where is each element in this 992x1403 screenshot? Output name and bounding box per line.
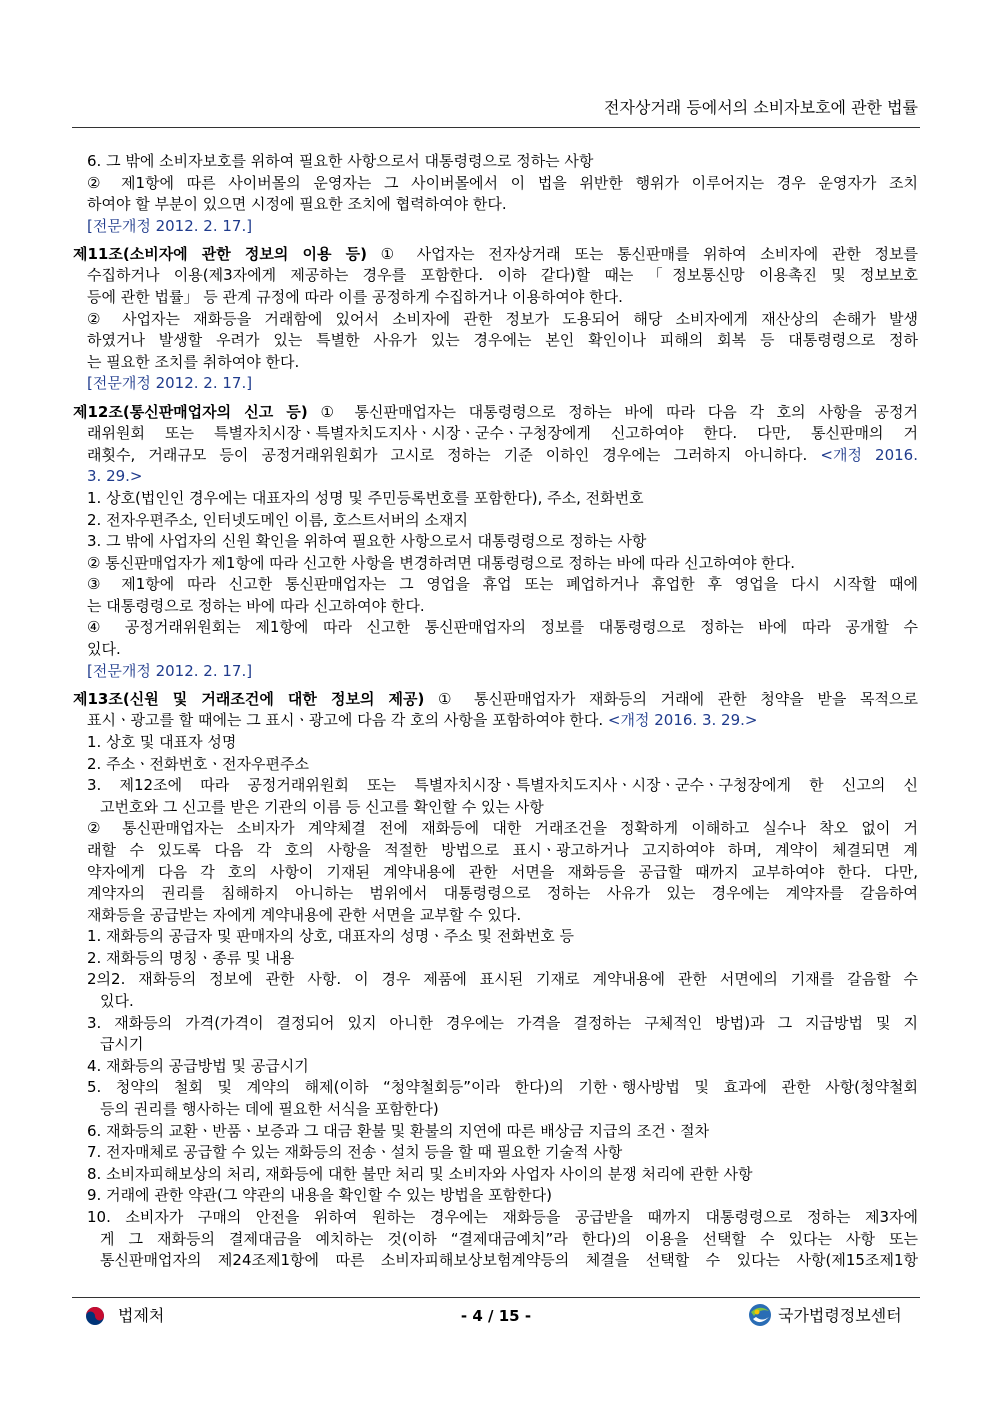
text-line: 있다. bbox=[100, 992, 134, 1011]
text-line: 등의 권리를 행사하는 데에 필요한 서식을 포함한다) bbox=[100, 1100, 439, 1119]
text-line: 있다. bbox=[87, 640, 121, 659]
text-line: 등에 관한 법률」 등 관계 규정에 따라 이를 공정하게 수집하거나 이용하여야 한다. bbox=[87, 288, 623, 307]
header-rule bbox=[72, 127, 920, 128]
text-line: 수집하거나 이용(제3자에게 제공하는 경우를 포함한다. 이하 같다)할 때는 「정보통신망 이용촉진 및 정보보호 bbox=[87, 266, 918, 285]
text-line: 7. 전자매체로 공급할 수 있는 재화등의 전송ㆍ설치 등을 할 때 필요한 기술적 사항 bbox=[87, 1143, 623, 1162]
law-center-logo-icon bbox=[748, 1303, 772, 1327]
amendment-note: [전문개정 2012. 2. 17.] bbox=[87, 374, 253, 393]
line-text: 표시ㆍ광고를 할 때에는 그 표시ㆍ광고에 다음 각 호의 사항을 포함하여야 한다. bbox=[87, 711, 604, 730]
footer-rule bbox=[72, 1297, 920, 1298]
text-line: ② 통신판매업자는 소비자가 계약체결 전에 재화등에 대한 거래조건을 정확하게 이해하고 실수나 착오 없이 거 bbox=[87, 819, 918, 838]
text-line bbox=[73, 689, 918, 711]
text-line bbox=[73, 402, 918, 424]
text-line: ③ 제1항에 따라 신고한 통신판매업자는 그 영업을 휴업 또는 폐업하거나 휴업한 후 영업을 다시 시작할 때에 bbox=[87, 575, 918, 594]
text-line bbox=[87, 710, 918, 732]
amendment-note: 3. 29.> bbox=[87, 467, 143, 486]
text-line: 3. 재화등의 가격(가격이 결정되어 있지 아니한 경우에는 가격을 결정하는 구체적인 방법)과 그 지급방법 및 지 bbox=[87, 1013, 918, 1032]
text-line: 1. 상호 및 대표자 성명 bbox=[87, 732, 237, 751]
text-line: 3. 제12조에 따라 공정거래위원회 또는 특별자치시장ㆍ특별자치도지사ㆍ시장ㆍ군수ㆍ구청장에게 한 신고의 신 bbox=[87, 776, 918, 795]
text-line: 10. 소비자가 구매의 안전을 위하여 원하는 경우에는 재화등을 공급받을 때까지 대통령령으로 정하는 제3자에 bbox=[87, 1208, 918, 1226]
footer-center-name: 국가법령정보센터 bbox=[778, 1306, 902, 1325]
amendment-note: [전문개정 2012. 2. 17.] bbox=[87, 216, 253, 235]
text-line: 2의2. 재화등의 정보에 관한 사항. 이 경우 제품에 표시된 기재로 계약내용에 관한 서면에의 기재를 갈음할 수 bbox=[87, 970, 918, 989]
document-body bbox=[0, 151, 992, 1272]
text-line: 계약자의 권리를 침해하지 아니하는 범위에서 대통령령으로 정하는 사유가 있는 경우에는 계약자를 갈음하여 bbox=[87, 884, 918, 903]
text-line: 는 필요한 조치를 취하여야 한다. bbox=[87, 352, 300, 371]
text-line: ④ 공정거래위원회는 제1항에 따라 신고한 통신판매업자의 정보를 대통령령으로 정하는 바에 따라 공개할 수 bbox=[87, 618, 918, 637]
amendment-note: [전문개정 2012. 2. 17.] bbox=[87, 661, 253, 680]
text-line: 1. 재화등의 공급자 및 판매자의 상호, 대표자의 성명ㆍ주소 및 전화번호 등 bbox=[87, 927, 574, 946]
text-line: 6. 재화등의 교환ㆍ반품ㆍ보증과 그 대금 환불 및 환불의 지연에 따른 배상금 지급의 조건ㆍ절차 bbox=[87, 1121, 710, 1140]
text-line: 하였거나 발생할 우려가 있는 특별한 사유가 있는 경우에는 본인 확인이나 피해의 회복 등 대통령령으로 정하 bbox=[87, 331, 918, 350]
text-line: ② 통신판매업자가 제1항에 따라 신고한 사항을 변경하려면 대통령령으로 정하는 바에 따라 신고하여야 한다. bbox=[87, 553, 796, 572]
text-line: 재화등을 공급받는 자에게 계약내용에 관한 서면을 교부할 수 있다. bbox=[87, 905, 522, 924]
text-line: 래위원회 또는 특별자치시장ㆍ특별자치도지사ㆍ시장ㆍ군수ㆍ구청장에게 신고하여야 한다. 다만, 통신판매의 거 bbox=[87, 424, 918, 443]
text-line: 고번호와 그 신고를 받은 기관의 이름 등 신고를 확인할 수 있는 사항 bbox=[100, 797, 544, 816]
page-number: - 4 / 15 - bbox=[460, 1307, 532, 1325]
text-line: 5. 청약의 철회 및 계약의 해제(이하 “청약철회등”이라 한다)의 기한ㆍ행사방법 및 효과에 관한 사항(청약철회 bbox=[87, 1078, 918, 1097]
text-line: 통신판매업자의 제24조제1항에 따른 소비자피해보상보험계약등의 체결을 선택할 수 있다는 사항(제15조제1항 bbox=[100, 1251, 918, 1270]
text-line: 6. 그 밖에 소비자보호를 위하여 필요한 사항으로서 대통령령으로 정하는 사항 bbox=[87, 152, 594, 170]
text-line: 하여야 할 부분이 있으면 시정에 필요한 조치에 협력하여야 한다. bbox=[87, 195, 507, 214]
text-line bbox=[73, 244, 918, 266]
text-line: 2. 재화등의 명칭ㆍ종류 및 내용 bbox=[87, 948, 295, 967]
article-heading: 제13조(신원 및 거래조건에 대한 정보의 제공) bbox=[73, 689, 425, 708]
text-line: 래할 수 있도록 다음 각 호의 사항을 적절한 방법으로 표시ㆍ광고하거나 고지하여야 하며, 계약이 체결되면 계 bbox=[87, 840, 918, 859]
text-line: 3. 그 밖에 사업자의 신원 확인을 위하여 필요한 사항으로서 대통령령으로 정하는 사항 bbox=[87, 532, 647, 551]
article-text: ① 통신판매업자는 대통령령으로 정하는 바에 따라 다음 각 호의 사항을 공정거 bbox=[320, 402, 918, 421]
amendment-note: <개정 2016. bbox=[820, 445, 918, 464]
text-line: ② 제1항에 따른 사이버몰의 운영자는 그 사이버몰에서 이 법을 위반한 행위가 이루어지는 경우 운영자가 조치 bbox=[87, 173, 918, 192]
article-text: ① 사업자는 전자상거래 또는 통신판매를 위하여 소비자에 관한 정보를 bbox=[380, 244, 918, 263]
text-line: ② 사업자는 재화등을 거래함에 있어서 소비자에 관한 정보가 도용되어 해당 소비자에게 재산상의 손해가 발생 bbox=[87, 309, 918, 328]
text-line: 약자에게 다음 각 호의 사항이 기재된 계약내용에 관한 서면을 재화등을 공급할 때까지 교부하여야 한다. 다만, bbox=[87, 862, 918, 881]
article-heading: 제12조(통신판매업자의 신고 등) bbox=[73, 402, 308, 421]
text-line: 2. 주소ㆍ전화번호ㆍ전자우편주소 bbox=[87, 754, 309, 773]
text-line: 게 그 재화등의 결제대금을 예치하는 것(이하 “결제대금예치”라 한다)의 이용을 선택할 수 있다는 사항 또는 bbox=[100, 1229, 918, 1248]
text-line: 2. 전자우편주소, 인터넷도메인 이름, 호스트서버의 소재지 bbox=[87, 510, 468, 529]
text-line: 8. 소비자피해보상의 처리, 재화등에 대한 불만 처리 및 소비자와 사업자 사이의 분쟁 처리에 관한 사항 bbox=[87, 1164, 753, 1183]
text-line: 9. 거래에 관한 약관(그 약관의 내용을 확인할 수 있는 방법을 포함한다) bbox=[87, 1186, 552, 1205]
article-heading: 제11조(소비자에 관한 정보의 이용 등) bbox=[73, 244, 367, 263]
text-line: 는 대통령령으로 정하는 바에 따라 신고하여야 한다. bbox=[87, 596, 425, 615]
text-line: 1. 상호(법인인 경우에는 대표자의 성명 및 주민등록번호를 포함한다), 주소, 전화번호 bbox=[87, 488, 644, 507]
text-line: 급시기 bbox=[100, 1035, 144, 1054]
line-text: 래횟수, 거래규모 등이 공정거래위원회가 고시로 정하는 기준 이하인 경우에는 그러하지 아니하다. bbox=[87, 445, 808, 464]
amendment-note: <개정 2016. 3. 29.> bbox=[607, 711, 758, 730]
article-text: ① 통신판매업자가 재화등의 거래에 관한 청약을 받을 목적으로 bbox=[438, 689, 918, 708]
footer-org-name: 법제처 bbox=[118, 1306, 165, 1325]
text-line bbox=[87, 445, 918, 467]
header-title: 전자상거래 등에서의 소비자보호에 관한 법률 bbox=[603, 98, 918, 117]
text-line: 4. 재화등의 공급방법 및 공급시기 bbox=[87, 1056, 309, 1075]
